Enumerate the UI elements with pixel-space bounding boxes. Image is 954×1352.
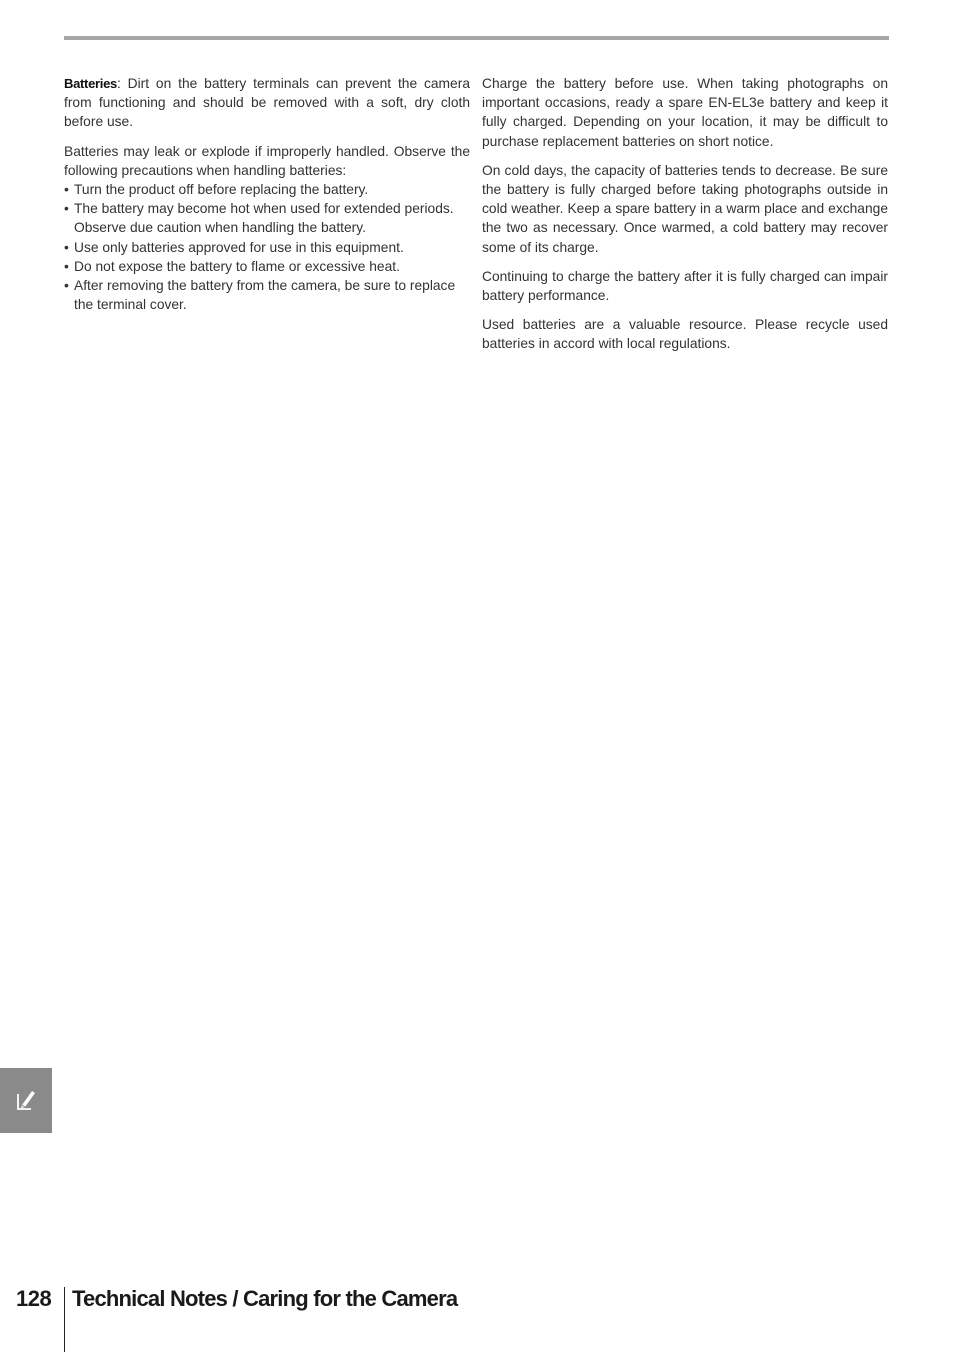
list-item: • Do not expose the battery to flame or excessive heat.	[64, 257, 470, 276]
batteries-terminals-text: : Dirt on the battery terminals can prevent the camera from functioning and should be removed with a soft, dry cloth before use.	[64, 76, 470, 130]
precautions-list	[64, 180, 470, 314]
footer-divider	[64, 1287, 65, 1352]
right-column	[482, 74, 888, 364]
batteries-terminals-paragraph	[64, 74, 470, 132]
batteries-lead: Batteries	[64, 76, 117, 91]
page-number: 128	[16, 1286, 52, 1311]
recycle-paragraph: Used batteries are a valuable resource. Please recycle used batteries in accord with local regulations.	[482, 317, 888, 352]
cold-days-paragraph: On cold days, the capacity of batteries tends to decrease. Be sure the battery is fully charged before taking photographs outside in cold weather. Keep a spare battery in a warm place and exchange the two as necessary. Once warmed, a cold battery may recover some of its charge.	[482, 162, 888, 255]
batteries-precautions-intro: Batteries may leak or explode if improperly handled. Observe the following precautions when handling batteries:	[64, 143, 470, 178]
list-item: • The battery may become hot when used for extended periods. Observe due caution when handling the battery.	[64, 199, 470, 237]
footer-section-title: Technical Notes / Caring for the Camera	[72, 1286, 458, 1311]
technical-notes-pen-icon	[16, 1088, 36, 1112]
section-side-tab	[0, 1068, 52, 1133]
list-item: • After removing the battery from the camera, be sure to replace the terminal cover.	[64, 276, 470, 314]
header-rule	[64, 36, 889, 40]
list-item: • Turn the product off before replacing the battery.	[64, 180, 470, 199]
overcharge-paragraph: Continuing to charge the battery after it is fully charged can impair battery performance.	[482, 268, 888, 304]
charge-before-use-paragraph: Charge the battery before use. When taking photographs on important occasions, ready a spare EN-EL3e battery and keep it fully charged. Depending on your location, it may be difficult to purchase replacement batteries on short notice.	[482, 76, 888, 149]
left-column	[64, 74, 470, 324]
list-item: • Use only batteries approved for use in this equipment.	[64, 238, 470, 257]
